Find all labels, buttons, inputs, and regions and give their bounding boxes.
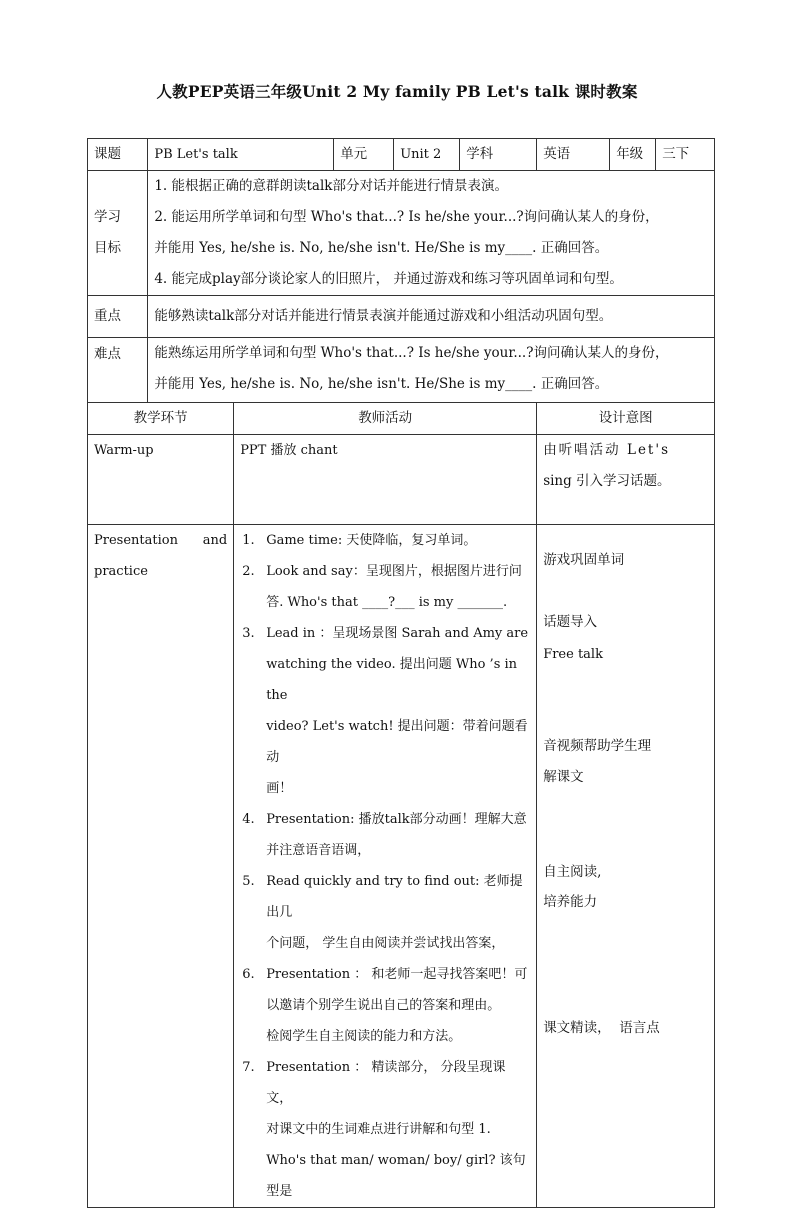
activity-item [242, 959, 530, 1052]
activity-number: 1. [242, 533, 255, 548]
warmup-design-line: 由听唱活动 Let's [543, 442, 670, 458]
activity-line: 对课文中的生词难点进行讲解和句型 1. [266, 1122, 491, 1137]
activity-number: 3. [242, 626, 255, 641]
grade-value: 三下 [656, 139, 715, 171]
column-header-row [88, 403, 715, 435]
difficulties-content [148, 338, 715, 403]
presentation-stage-line1: Presentation and [94, 533, 228, 548]
activity-line: Presentation ： 和老师一起寻找答案吧！可 [266, 967, 528, 982]
activity-line: Lead in ：呈现场景图 Sarah and Amy are [266, 626, 529, 641]
activity-line: 个问题， 学生自由阅读并尝试找出答案， [266, 936, 505, 951]
activity-line: 以邀请个别学生说出自己的答案和理由。 [266, 998, 501, 1013]
lesson-plan-table [87, 138, 715, 1208]
activity-line: 检阅学生自主阅读的能力和方法。 [266, 1029, 462, 1044]
difficulties-line: 并能用 Yes, he/she is. No, he/she isn't. He/She is my____. 正确回答。 [154, 376, 609, 392]
activity-number: 4. [242, 812, 255, 827]
warmup-teacher: PPT 播放 chant [234, 435, 537, 525]
goals-line: 4. 能完成play部分谈论家人的旧照片， 并通过游戏和练习等巩固单词和句型。 [154, 271, 623, 287]
activity-line: 画！ [266, 781, 293, 796]
goals-row [88, 171, 715, 296]
goals-line: 并能用 Yes, he/she is. No, he/she isn't. He/She is my____. 正确回答。 [154, 240, 609, 256]
presentation-stage [88, 525, 234, 1208]
activity-item [242, 1052, 530, 1207]
subject-value: 英语 [537, 139, 610, 171]
presentation-row [88, 525, 715, 1208]
activity-line: Game time: 天使降临，复习单词。 [266, 533, 477, 548]
activity-number: 2. [242, 564, 255, 579]
stage-column-header: 教学环节 [88, 403, 234, 435]
design-note: 话题导入 [543, 614, 598, 630]
design-note: 培养能力 [543, 894, 598, 910]
design-note: Free talk [543, 647, 603, 662]
design-note: 游戏巩固单词 [543, 552, 625, 568]
activity-item [242, 556, 530, 618]
activity-line: video? Let's watch! 提出问题：带着问题看动 [266, 719, 528, 765]
activity-list [242, 525, 530, 1207]
goals-label-line1: 学习 [94, 209, 121, 225]
warmup-design [537, 435, 715, 525]
page-title: 人教PEP英语三年级Unit 2 My family PB Let's talk 课时教案 [156, 82, 638, 101]
activity-item [242, 525, 530, 556]
key-points-label: 重点 [88, 296, 148, 338]
warmup-row [88, 435, 715, 525]
header-row [88, 139, 715, 171]
goals-label-line2: 目标 [94, 240, 121, 256]
presentation-design [537, 525, 715, 1208]
goals-line: 2. 能运用所学单词和句型 Who's that...? Is he/she your...?询问确认某人的身份， [154, 209, 659, 225]
difficulties-row [88, 338, 715, 403]
presentation-teacher [234, 525, 537, 1208]
activity-line: Presentation ： 精读部分， 分段呈现课文， [266, 1060, 506, 1106]
design-note: 自主阅读, [543, 864, 602, 880]
warmup-design-line: sing 引入学习话题。 [543, 473, 671, 489]
activity-line: Read quickly and try to find out: 老师提出几 [266, 874, 523, 920]
goals-content [148, 171, 715, 296]
design-note: 解课文 [543, 769, 584, 785]
unit-value: Unit 2 [394, 139, 460, 171]
goals-line: 1. 能根据正确的意群朗读talk部分对话并能进行情景表演。 [154, 178, 508, 194]
topic-value: PB Let's talk [148, 139, 334, 171]
design-column-header: 设计意图 [537, 403, 715, 435]
activity-line: 答. Who's that ____?___ is my _______. [266, 595, 508, 610]
subject-label: 学科 [460, 139, 537, 171]
activity-line: Look and say：呈现图片，根据图片进行问 [266, 564, 522, 579]
activity-line: Presentation: 播放talk部分动画！理解大意 [266, 812, 527, 827]
design-note: 课文精读， 语言点 [543, 1020, 660, 1036]
activity-number: 7. [242, 1060, 255, 1075]
activity-item [242, 804, 530, 866]
topic-label: 课题 [88, 139, 148, 171]
activity-line: watching the video. 提出问题 Who ’s in the [266, 657, 518, 703]
difficulties-label: 难点 [88, 338, 148, 403]
presentation-stage-line2: practice [94, 564, 148, 579]
warmup-stage: Warm-up [88, 435, 234, 525]
activity-item [242, 618, 530, 804]
difficulties-line: 能熟练运用所学单词和句型 Who's that...? Is he/she your...?询问确认某人的身份， [154, 345, 669, 361]
unit-label: 单元 [334, 139, 394, 171]
key-points-row [88, 296, 715, 338]
key-points-text: 能够熟读talk部分对话并能进行情景表演并能通过游戏和小组活动巩固句型。 [148, 296, 715, 338]
design-note: 音视频帮助学生理 [543, 738, 652, 754]
activity-line: 并注意语音语调， [266, 843, 371, 858]
goals-label [88, 171, 148, 296]
teacher-column-header: 教师活动 [234, 403, 537, 435]
activity-line: Who's that man/ woman/ boy/ girl? 该句型是 [266, 1153, 526, 1199]
activity-number: 5. [242, 874, 255, 889]
activity-item [242, 866, 530, 959]
grade-label: 年级 [610, 139, 656, 171]
activity-number: 6. [242, 967, 255, 982]
